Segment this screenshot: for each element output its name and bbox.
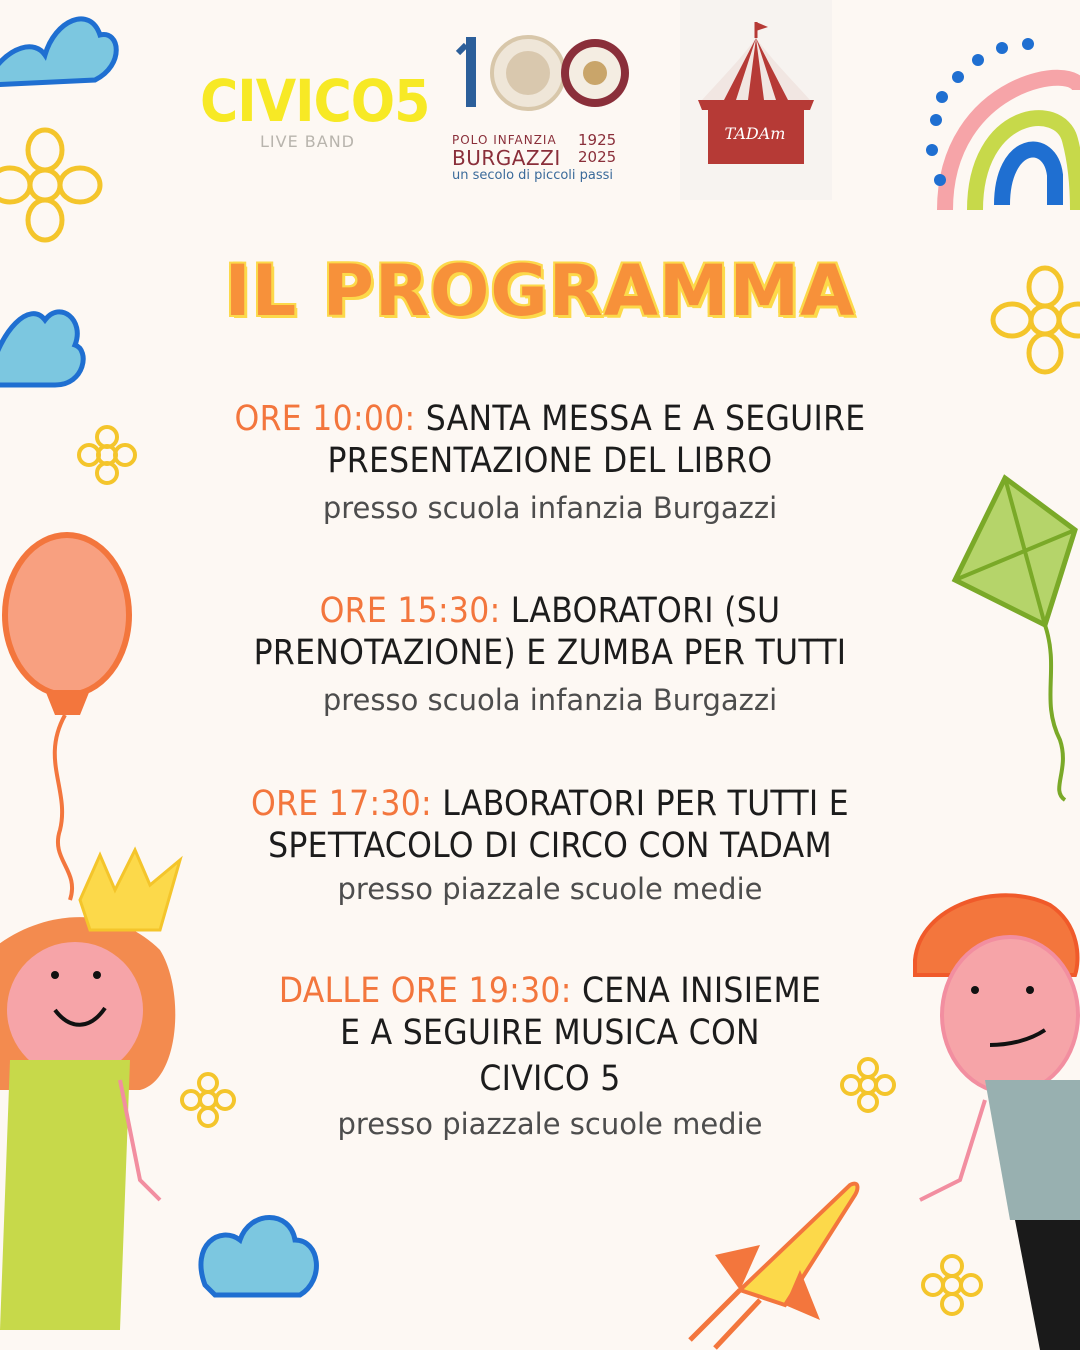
event-2-location: presso scuola infanzia Burgazzi	[322, 683, 778, 717]
burgazzi-logo-year-start: 1925	[578, 131, 617, 149]
civico5-logo	[200, 67, 430, 151]
burgazzi-logo-tagline: un secolo di piccoli passi	[452, 168, 614, 183]
civico5-logo-sub: LIVE BAND	[260, 132, 355, 151]
event-3-headline	[160, 783, 940, 825]
cloud-icon	[201, 1218, 316, 1296]
balloon-icon	[5, 535, 129, 900]
page-title: IL PROGRAMMA	[224, 250, 856, 332]
event-2-title-line1: LABORATORI (SU	[500, 591, 781, 631]
event-1	[160, 398, 940, 530]
event-1-title-line2: PRESENTAZIONE DEL LIBRO	[327, 441, 773, 481]
event-4-title-line2: E A SEGUIRE MUSICA CON	[340, 1013, 760, 1053]
tadam-logo-name: TADAm	[724, 124, 786, 143]
event-3-title-line1: LABORATORI PER TUTTI E	[431, 784, 849, 824]
event-4-title-line3: CIVICO 5	[479, 1059, 621, 1099]
cloud-icon	[0, 19, 116, 85]
event-4-time: DALLE ORE 19:30:	[278, 971, 572, 1011]
event-4	[160, 970, 940, 1146]
flower-icon	[0, 130, 100, 240]
girl-drawing	[0, 850, 180, 1330]
event-2-headline	[160, 590, 940, 632]
event-3-title-line2: SPETTACOLO DI CIRCO CON TADAM	[268, 826, 832, 866]
flower-icon	[923, 1256, 981, 1314]
event-2-title-line2: PRENOTAZIONE) E ZUMBA PER TUTTI	[253, 633, 847, 673]
centenary-100-icon	[450, 31, 630, 121]
rocket-icon	[690, 1184, 857, 1348]
event-2-time: ORE 15:30:	[319, 591, 501, 631]
tadam-logo	[680, 0, 832, 200]
event-3-time: ORE 17:30:	[251, 784, 432, 824]
burgazzi-logo-name: BURGAZZI	[452, 146, 561, 170]
burgazzi-logo	[440, 25, 640, 183]
event-4-headline	[160, 970, 940, 1012]
kite-icon	[955, 478, 1075, 800]
event-1-headline	[160, 398, 940, 440]
burgazzi-logo-polo: POLO INFANZIA	[452, 133, 557, 147]
event-3-location: presso piazzale scuole medie	[337, 872, 763, 906]
flower-icon	[79, 427, 135, 483]
rainbow-icon	[945, 78, 1080, 210]
event-4-location: presso piazzale scuole medie	[337, 1107, 763, 1141]
circus-tent-icon	[680, 0, 832, 200]
event-1-time: ORE 10:00:	[234, 399, 416, 439]
event-4-title-line1: CENA INISIEME	[571, 971, 822, 1011]
event-1-title-line1: SANTA MESSA E A SEGUIRE	[415, 399, 866, 439]
event-2	[160, 590, 940, 722]
event-3	[160, 783, 940, 911]
burgazzi-logo-year-end: 2025	[578, 148, 617, 166]
civico5-logo-name: CIVICO5	[200, 67, 430, 135]
event-1-location: presso scuola infanzia Burgazzi	[322, 491, 778, 525]
